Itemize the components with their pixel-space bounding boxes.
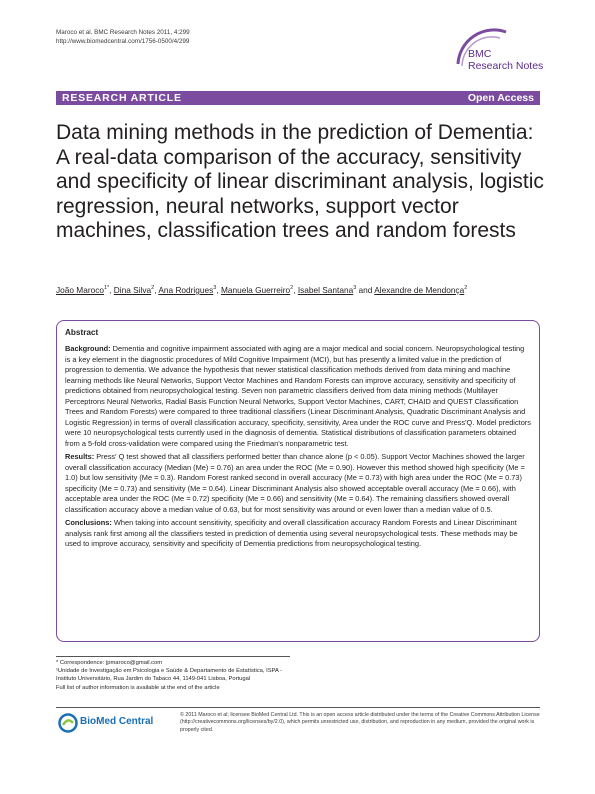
- author-info-note: Full list of author information is available at the end of the article: [56, 684, 220, 691]
- author-name[interactable]: João Maroco: [56, 284, 104, 295]
- author-affiliation-mark: 1*: [103, 285, 110, 291]
- journal-name: [468, 48, 543, 72]
- author-separator: ,: [216, 284, 221, 295]
- publisher-logo-icon: [58, 713, 78, 733]
- author-name[interactable]: Isabel Santana: [297, 284, 354, 295]
- author-affiliation-mark: 2: [290, 285, 294, 291]
- citation-url[interactable]: http://www.biomedcentral.com/1756-0500/4/299: [56, 38, 190, 45]
- license-text: © 2011 Maroco et al; licensee BioMed Central Ltd. This is an open access article distributed under the terms of the Creative Commons Attribution License (http://creativecommons.org/licenses/by/2.0), which permits unrestricted use, distribution, and reproduction in any medium, provided the original work is properly cited.: [180, 712, 540, 733]
- article-title: Data mining methods in the prediction of Dementia: A real-data comparison of the accuracy, sensitivity and specificity of linear discriminant analysis, logistic regression, neural networks, support vector machines, classification trees and random forests: [56, 121, 544, 242]
- section-text: When taking into account sensitivity, specificity and overall classification accuracy Random Forests and Linear Discriminant analysis rank first among all the classifiers tested in prediction of dementia using several neuropsychological tests. These methods may be used to improve accuracy, sensitivity and specificity of Dementia predictions from neuropsychological testing.: [65, 518, 518, 548]
- abstract-box: [56, 320, 540, 642]
- section-text: Press' Q test showed that all classifiers performed better than chance alone (p < 0.05). Support Vector Machines showed the larger overall classification accuracy (Median (Me) = 0.76) an area under the ROC (Me = 0.90). However this method showed high specificity (Me = 1.0) but low sensitivity (Me = 0.3). Random Forest ranked second in overall accuracy (Me = 0.73) with high area under the ROC (Me = 0.73) specificity (Me = 0.73) and sensitivity (Me = 0.64). Linear Discriminant Analysis also showed acceptable overall accuracy (Me = 0.66), with acceptable area under the ROC (Me = 0.72) specificity (Me = 0.66) and sensitivity (Me = 0.64). The remaining classifiers showed overall classification accuracy above a median value of 0.63, but for most sensitivity was around or even lower than a median value of 0.5.: [65, 452, 525, 514]
- author-separator: ,: [293, 284, 298, 295]
- affiliation-note: ¹Unidade de Investigação em Psicologia e Saúde & Departamento de Estatística, ISPA - Instituto Universitário, Rua Jardim do Tabaco 44, 1149-041 Lisboa, Portugal: [56, 668, 283, 683]
- author-name[interactable]: Alexandre de Mendonça: [374, 284, 465, 295]
- footer-divider: [56, 707, 540, 708]
- open-access-label: Open Access: [467, 92, 534, 104]
- correspondence-note[interactable]: * Correspondence: jpmaroco@gmail.com: [56, 660, 163, 666]
- author-name[interactable]: Manuela Guerreiro: [220, 284, 291, 295]
- abstract-conclusions: [65, 518, 531, 550]
- citation-line: Maroco et al. BMC Research Notes 2011, 4:299: [56, 29, 190, 36]
- section-label: Background:: [65, 344, 111, 353]
- author-affiliation-mark: 3: [353, 285, 357, 291]
- author-name[interactable]: Dina Silva: [113, 284, 152, 295]
- footnote-divider: [56, 656, 290, 657]
- abstract-results: [65, 452, 531, 515]
- journal-name-line2: Research Notes: [468, 60, 544, 72]
- abstract-background: [65, 344, 531, 449]
- abstract-heading: Abstract: [65, 328, 99, 337]
- article-banner: [56, 91, 540, 105]
- section-text: Dementia and cognitive impairment associated with aging are a major medical and social concern. Neuropsychological testing is a key element in the diagnostic procedures of Mild Cognitive Impairment (MCI), but has presently a limited value in the prediction of progression to dementia. We advance the hypothesis that newer statistical classification methods derived from data mining and machine learning methods like Neural Networks, Support Vector Machines and Random Forests can improve accuracy, sensitivity and specificity of predictions obtained from neuropsychological testing. Seven non parametric classifiers derived from data mining methods (Multilayer Perceptrons Neural Networks, Radial Basis Function Neural Networks, Support Vector Machines, CART, CHAID and QUEST Classification Trees and Random Forests) were compared to three traditional classifiers (Linear Discriminant Analysis, Quadratic Discriminant Analysis and Logistic Regression) in terms of overall classification accuracy, specificity, sensitivity, Area under the ROC curve and Press'Q. Model predictors were 10 neuropsychological tests currently used in the diagnosis of dementia. Statistical distributions of classification parameters obtained from a 5-fold cross-validation were compared using the Friedman's nonparametric test.: [65, 344, 531, 448]
- author-name[interactable]: Ana Rodrigues: [158, 284, 214, 295]
- author-separator: ,: [154, 284, 159, 295]
- publisher-logo-text: BioMed Central: [80, 716, 154, 727]
- author-separator: and: [356, 284, 375, 295]
- section-label: Results:: [65, 452, 95, 461]
- author-list: [56, 283, 546, 296]
- footnotes: [56, 659, 290, 692]
- section-label: Conclusions:: [65, 518, 112, 527]
- journal-name-line1: BMC: [468, 48, 492, 60]
- publisher-logo: [58, 712, 168, 734]
- author-affiliation-mark: 2: [151, 285, 155, 291]
- article-type-label: RESEARCH ARTICLE: [62, 92, 182, 104]
- citation-block: [56, 28, 190, 46]
- journal-brand: [448, 26, 558, 78]
- author-affiliation-mark: 3: [213, 285, 217, 291]
- author-affiliation-mark: 2: [464, 285, 468, 291]
- author-separator: ,: [109, 284, 114, 295]
